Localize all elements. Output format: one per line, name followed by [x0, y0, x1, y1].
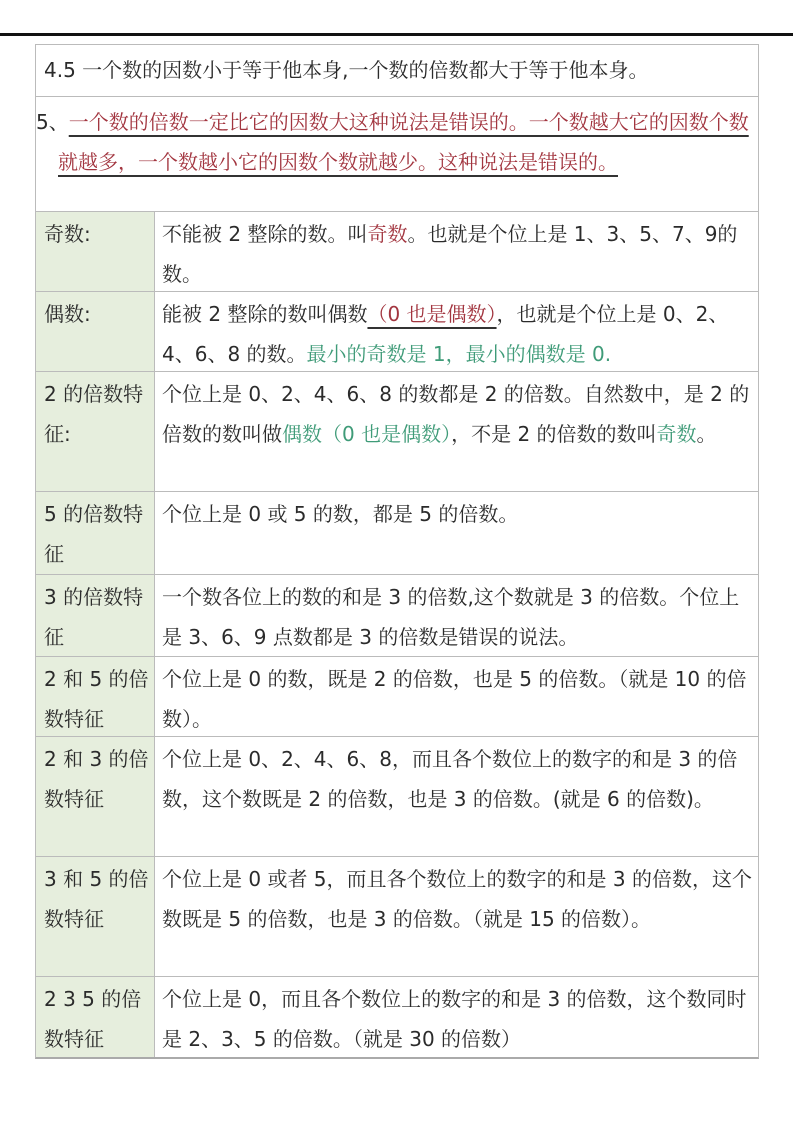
row-content — [155, 657, 758, 736]
highlighted-text: 偶数（0 也是偶数） — [282, 422, 452, 446]
table-row — [36, 857, 758, 977]
text-segment: 能被 2 整除的数叫偶数 — [162, 302, 368, 326]
row-content — [155, 292, 758, 371]
row-content — [155, 372, 758, 491]
text-segment: 个位上是 0 的数，既是 2 的倍数，也是 5 的倍数。（就是 10 的倍数）。 — [162, 667, 747, 731]
text-segment: 个位上是 0、2、4、6、8 的数都是 2 的倍数。自然数中，是 2 的倍数的数叫做 — [162, 382, 750, 446]
row-label: 3 和 5 的倍数特征 — [36, 857, 155, 976]
row-content — [155, 737, 758, 856]
row-label: 5 的倍数特征 — [36, 492, 155, 574]
table-row — [36, 212, 758, 292]
text-segment: ，也就是个位上是 0、2、4、6、8 的数。 — [162, 302, 729, 366]
text-segment: 。也就是个位上是 1、3、5、7、9的数。 — [162, 222, 738, 286]
row-label: 2 的倍数特征: — [36, 372, 155, 491]
text-segment: 不能被 2 整除的数。叫 — [162, 222, 368, 246]
text-segment: 个位上是 0 或 5 的数，都是 5 的倍数。 — [162, 502, 519, 526]
table-row — [36, 372, 758, 492]
highlighted-text: 奇数 — [367, 222, 408, 246]
text-segment: 。 — [696, 422, 717, 446]
text-segment: 5、 — [36, 110, 69, 134]
row-label: 3 的倍数特征 — [36, 575, 155, 656]
top-divider — [0, 33, 793, 36]
highlighted-text: （0 也是偶数） — [367, 302, 497, 326]
row-content — [155, 492, 758, 574]
note-paragraph — [36, 97, 758, 212]
row-label: 奇数: — [36, 212, 155, 291]
text-segment: 一个数各位上的数的和是 3 的倍数,这个数就是 3 的倍数。个位上是 3、6、9 点数都是 3 的倍数是错误的说法。 — [162, 585, 740, 649]
text-segment: ，不是 2 的倍数的数叫 — [451, 422, 657, 446]
row-content — [155, 575, 758, 656]
text-segment: 个位上是 0，而且各个数位上的数字的和是 3 的倍数，这个数同时是 2、3、5 的倍数。（就是 30 的倍数） — [162, 987, 747, 1051]
math-notes-table — [35, 44, 759, 1059]
table-row — [36, 737, 758, 857]
row-label: 偶数: — [36, 292, 155, 371]
table-row — [36, 575, 758, 657]
text-segment: 4.5 一个数的因数小于等于他本身,一个数的倍数都大于等于他本身。 — [44, 58, 649, 82]
row-content — [155, 857, 758, 976]
table-row — [36, 492, 758, 575]
text-segment: 个位上是 0 或者 5，而且各个数位上的数字的和是 3 的倍数，这个数既是 5 的倍数，也是 3 的倍数。（就是 15 的倍数）。 — [162, 867, 752, 931]
row-content — [155, 212, 758, 291]
row-label: 2 和 3 的倍数特征 — [36, 737, 155, 856]
row-label: 2 和 5 的倍数特征 — [36, 657, 155, 736]
note-paragraph — [36, 45, 758, 97]
text-segment: 个位上是 0、2、4、6、8，而且各个数位上的数字的和是 3 的倍数，这个数既是 2 的倍数，也是 3 的倍数。(就是 6 的倍数)。 — [162, 747, 738, 811]
highlighted-text: 最小的奇数是 1，最小的偶数是 0. — [306, 342, 612, 366]
highlighted-text: 奇数 — [656, 422, 697, 446]
row-label: 2 3 5 的倍数特征 — [36, 977, 155, 1057]
table-row — [36, 977, 758, 1057]
highlighted-text: 一个数的倍数一定比它的因数大这种说法是错误的。一个数越大它的因数个数就越多，一个数越小它的因数个数就越少。这种说法是错误的。 — [58, 110, 749, 174]
table-row — [36, 292, 758, 372]
table-row — [36, 657, 758, 737]
row-content — [155, 977, 758, 1057]
